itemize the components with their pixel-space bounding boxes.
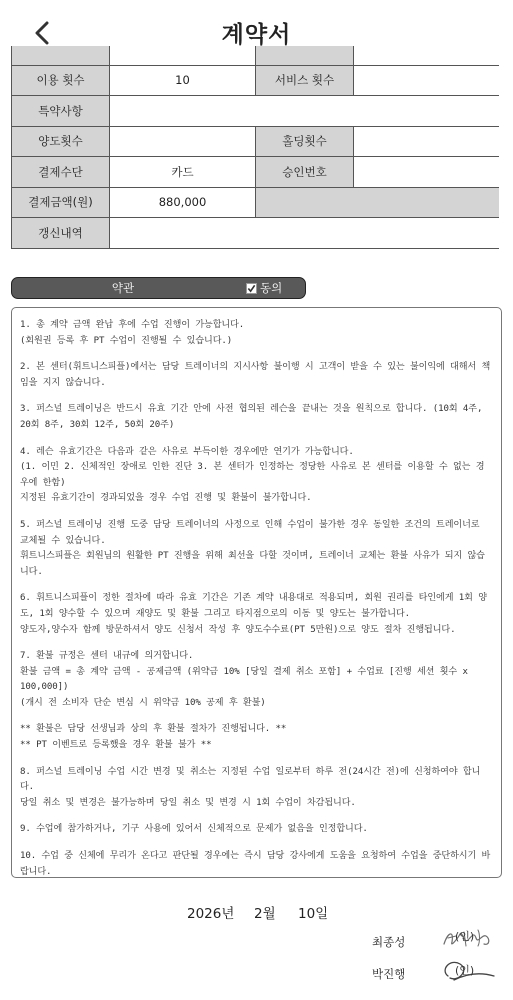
table-row — [12, 96, 500, 127]
service-count-label: 서비스 횟수 — [256, 65, 354, 96]
table-row — [12, 187, 500, 218]
contract-info-table — [11, 46, 499, 262]
table-row — [12, 218, 500, 249]
transfer-count-label: 양도횟수 — [12, 126, 110, 157]
terms-bar — [11, 277, 306, 299]
signer-name: 최종성 — [372, 935, 406, 949]
terms-paragraph: 5. 퍼스널 트레이닝 진행 도중 담당 트레이너의 사정으로 인해 수업이 불가한 경우 동일한 조건의 트레이너로 교체될 수 있습니다. 휘트니스피플은 회원님의 원활한 PT 진행을 위해 최선을 다할 것이며, 트레이너 교체는 환불 사유가 되지 않습니다. — [20, 519, 485, 577]
special-terms-label: 특약사항 — [12, 96, 110, 127]
terms-content[interactable] — [11, 307, 502, 878]
usage-count-label: 이용 횟수 — [12, 65, 110, 96]
terms-paragraph: 9. 수업에 참가하거나, 기구 사용에 있어서 신체적으로 문제가 없음을 인정합니다. — [20, 824, 368, 835]
holding-count-label: 홀딩횟수 — [256, 126, 354, 157]
terms-paragraph: 2. 본 센터(휘트니스피플)에서는 담당 트레이너의 지시사항 불이행 시 고객이 받을 수 있는 불이익에 대해서 책임을 지지 않습니다. — [20, 362, 491, 388]
terms-paragraph: 3. 퍼스널 트레이닝은 반드시 유효 기간 안에 사전 협의된 레슨을 끝내는 것을 원칙으로 합니다. (10회 4주, 20회 8주, 30회 12주, 50회 20주) — [20, 404, 488, 430]
special-terms-value — [110, 96, 500, 127]
terms-paragraph: 10. 수업 중 신체에 무리가 온다고 판단될 경우에는 즉시 담당 강사에게 도움을 요청하여 수업을 중단하시기 바랍니다. — [20, 851, 491, 877]
approval-number-value — [354, 157, 500, 188]
terms-paragraph: ** 환불은 담당 선생님과 상의 후 환불 절차가 진행됩니다. ** ** PT 이벤트로 등록했을 경우 환불 불가 ** — [20, 724, 287, 751]
table-row — [12, 65, 500, 96]
payment-amount-label: 결제금액(원) — [12, 187, 110, 218]
terms-paragraph: 7. 환불 규정은 센터 내규에 의거합니다. 환불 금액 = 총 계약 금액 - 공제금액 (위약금 10% [당일 결제 취소 포함] + 수업료 [진행 세션 횟수 x 100,000]) (개시 전 소비자 단순 변심 시 위약금 10% 공제 후 환불) — [20, 651, 468, 708]
payment-method-label: 결제수단 — [12, 157, 110, 188]
renewal-history-value — [110, 218, 500, 249]
contract-year: 2026년 — [187, 906, 235, 922]
seal-mark: (인) — [455, 964, 475, 977]
tab-terms[interactable]: 약관 — [111, 281, 135, 295]
contract-day: 10일 — [298, 906, 329, 922]
agree-label: 동의 — [260, 281, 283, 295]
signer-name: 박진행 — [372, 967, 406, 981]
terms-paragraph: 8. 퍼스널 트레이닝 수업 시간 변경 및 취소는 지정된 수업 일로부터 하루 전(24시간 전)에 신청하여야 합니다. 당일 취소 및 변경은 불가능하며 당일 취소 및 변경 시 1회 수업이 차감됩니다. — [20, 766, 481, 808]
payment-amount-value: 880,000 — [110, 187, 256, 218]
renewal-history-label: 갱신내역 — [12, 218, 110, 249]
seal-mark: (인) — [455, 930, 475, 943]
page-title: 계약서 — [221, 22, 292, 48]
checkbox-checked-icon — [246, 283, 257, 294]
terms-paragraph: 1. 총 계약 금액 완납 후에 수업 진행이 가능합니다. (회원권 등록 후 PT 수업이 진행될 수 있습니다.) — [20, 320, 245, 346]
approval-number-label: 승인번호 — [256, 157, 354, 188]
table-row — [12, 126, 500, 157]
agree-checkbox[interactable] — [246, 280, 282, 296]
contract-month: 2월 — [254, 906, 276, 922]
table-row — [12, 46, 500, 65]
terms-paragraph: 6. 휘트니스피플이 정한 절차에 따라 유효 기간은 기존 계약 내용대로 적용되며, 회원 권리를 타인에게 1회 양도, 1회 양수할 수 있으며 재양도 및 환불 그리고 타지점으로의 이동 및 양도는 불가합니다. 양도자,양수자 함께 방문하셔서 양도 신청서 작성 후 양도수수료(PT 5만원)으로 양도 절차 진행됩니다. — [20, 593, 487, 635]
table-row — [12, 157, 500, 188]
usage-count-value: 10 — [110, 65, 256, 96]
transfer-count-value — [110, 126, 256, 157]
holding-count-value — [354, 126, 500, 157]
payment-method-value: 카드 — [110, 157, 256, 188]
terms-paragraph: 4. 레슨 유효기간은 다음과 같은 사유로 부득이한 경우에만 연기가 가능합니다. (1. 이민 2. 신체적인 장애로 인한 진단 3. 본 센터가 인정하는 정당한 사유로 본 센터를 이용할 수 없는 경우에 한함) 지정된 유효기간이 경과되었을 경우 수업 진행 및 환불이 불가합니다. — [20, 446, 485, 504]
service-count-value — [354, 65, 500, 96]
